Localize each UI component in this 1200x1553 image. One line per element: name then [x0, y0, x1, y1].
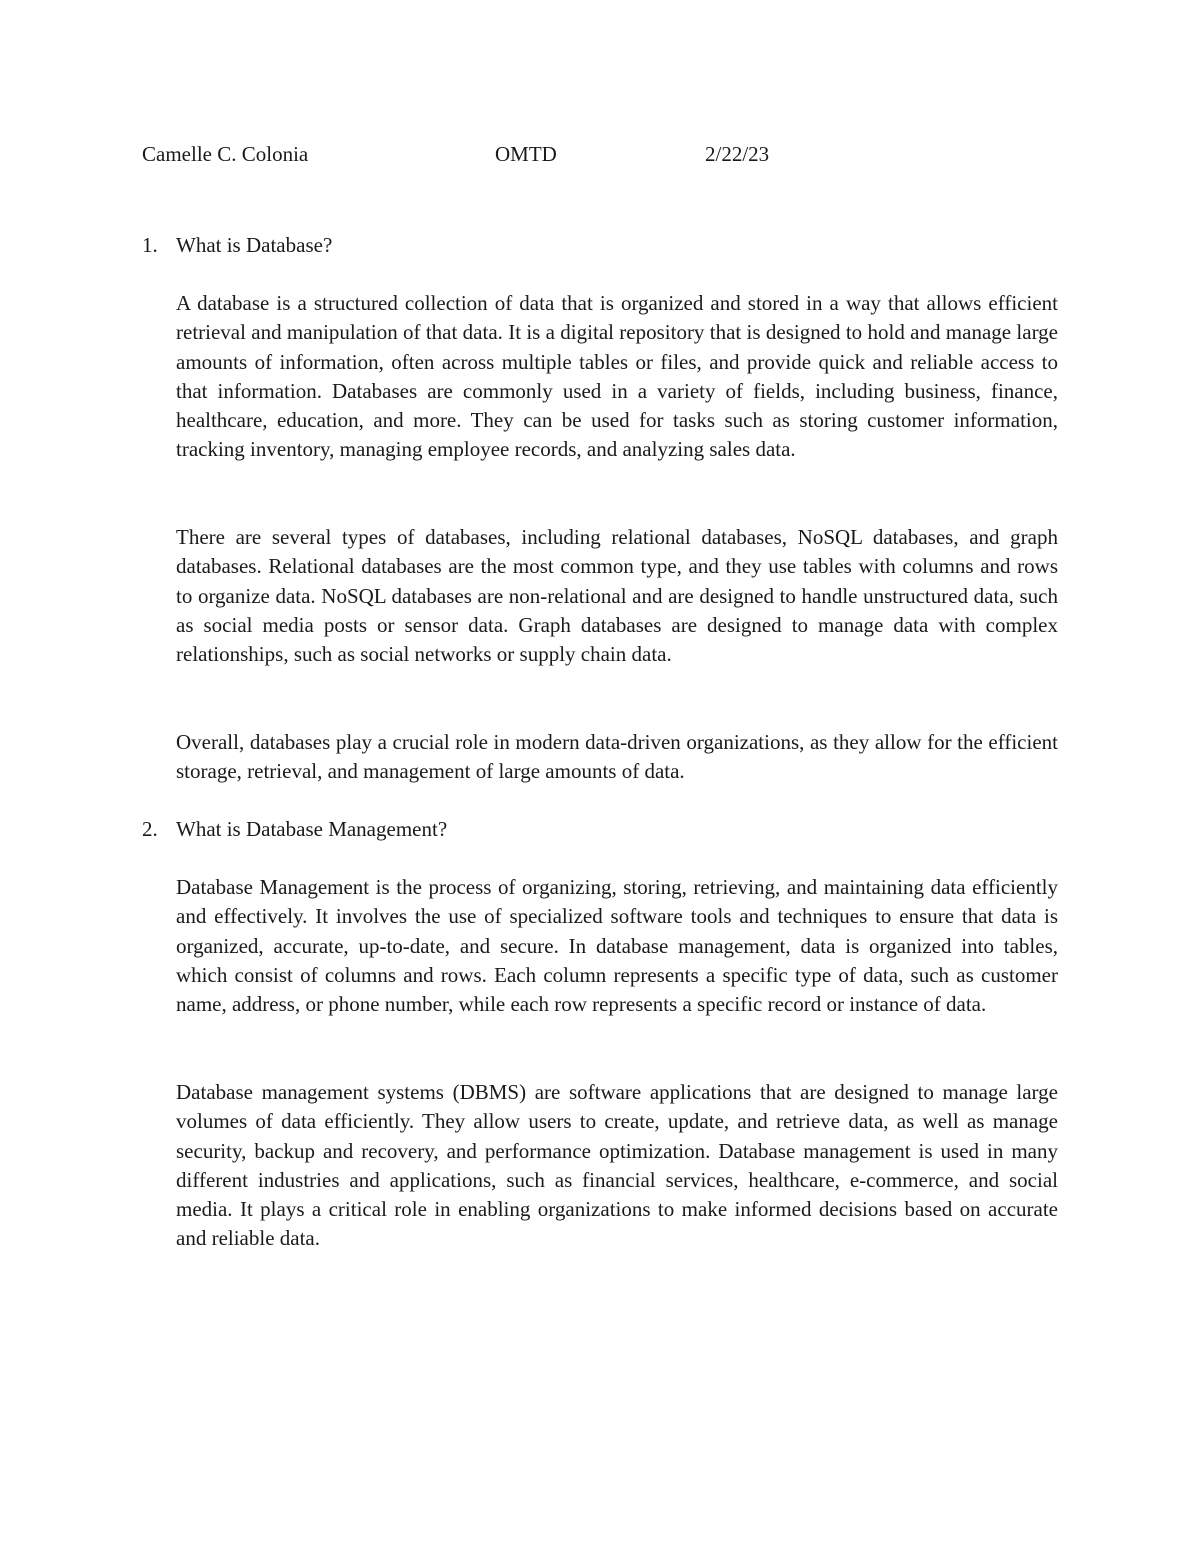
author-name: Camelle C. Colonia	[142, 142, 309, 166]
document-header	[142, 142, 1062, 172]
question-text: What is Database?	[176, 233, 333, 257]
answer-2-paragraph-1: Database Management is the process of organizing, storing, retrieving, and maintaining data efficiently and effectively. It involves the use of specialized software tools and techniques to ensure that data is organized, accurate, up-to-date, and secure. In database management, data is organized into tables, which consist of columns and rows. Each column represents a specific type of data, such as customer name, address, or phone number, while each row represents a specific record or instance of data.	[176, 875, 1058, 1017]
question-number: 2.	[142, 817, 158, 841]
document-date: 2/22/23	[705, 142, 770, 166]
question-number: 1.	[142, 233, 158, 257]
answer-1-paragraph-2: There are several types of databases, including relational databases, NoSQL databases, and graph databases. Relational databases are the most common type, and they use tables with columns and rows to organize data. NoSQL databases are non-relational and are designed to handle unstructured data, such as social media posts or sensor data. Graph databases are designed to manage data with complex relationships, such as social networks or supply chain data.	[176, 525, 1058, 667]
answer-2-paragraph-2: Database management systems (DBMS) are software applications that are designed to manage large volumes of data efficiently. They allow users to create, update, and retrieve data, as well as manage security, backup and recovery, and performance optimization. Database management is used in many different industries and applications, such as financial services, healthcare, e-commerce, and social media. It plays a critical role in enabling organizations to make informed decisions based on accurate and reliable data.	[176, 1080, 1058, 1251]
question-text: What is Database Management?	[176, 817, 448, 841]
answer-1-paragraph-3: Overall, databases play a crucial role in modern data-driven organizations, as they allow for the efficient storage, retrieval, and management of large amounts of data.	[176, 730, 1058, 784]
course-code: OMTD	[495, 142, 557, 166]
answer-1-paragraph-1: A database is a structured collection of data that is organized and stored in a way that allows efficient retrieval and manipulation of that data. It is a digital repository that is designed to hold and manage large amounts of information, often across multiple tables or files, and provide quick and reliable access to that information. Databases are commonly used in a variety of fields, including business, finance, healthcare, education, and more. They can be used for tasks such as storing customer information, tracking inventory, managing employee records, and analyzing sales data.	[176, 291, 1058, 462]
